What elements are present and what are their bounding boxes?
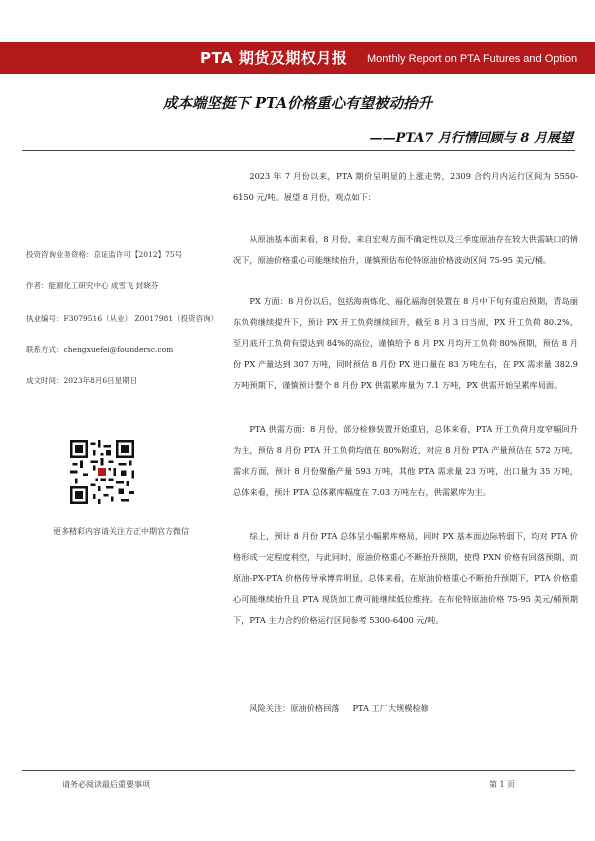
risk-paragraph xyxy=(233,656,578,740)
authors-text: 作者：能源化工研究中心 成雪飞 封晓芬 xyxy=(26,281,159,290)
qr-caption: 更多精彩内容请关注方正中期官方微信 xyxy=(53,527,189,536)
paragraph-summary: 综上，预计 8 月份 PTA 总体呈小幅累库格局，同时 PX 基本面边际转弱下，均对 PTA 价格形成一定程度利空，与此同时，原油价格重心不断抬升预期，使得 PXN 价格有回落预期，而原油-PX-PTA 价格传导承博弈明显，总体来看，在原油价格重心不断抬升预期下，PTA 价格重心可能继续抬升且 PTA 现货加工费可能继续低位维持。在布伦特原油价格 75-95 美元/桶预期下，PTA 主力合约价格运行区间参考 5300-6400 元/吨。 xyxy=(233,531,578,625)
header-title-cn: PTA 期货及期权月报 xyxy=(200,49,348,67)
crude-paragraph xyxy=(233,229,578,271)
divider-bottom xyxy=(22,770,575,771)
wechat-qr-code[interactable] xyxy=(70,440,134,504)
page-number: 第 1 页 xyxy=(489,780,516,789)
footer-disclaimer: 请务必阅读最后重要事项 xyxy=(62,780,150,789)
px-paragraph xyxy=(233,291,578,396)
header-banner xyxy=(0,42,595,74)
paragraph-intro: 2023 年 7 月份以来，PTA 期价呈明显的上涨走势，2309 合约月内运行区间为 5550-6150 元/吨。展望 8 月份，观点如下： xyxy=(233,171,578,202)
report-title: 成本端坚挺下 PTA价格重心有望被动抬升 xyxy=(162,95,433,112)
report-subtitle: ——PTA7 月行情回顾与 8 月展望 xyxy=(369,131,573,146)
summary-paragraph xyxy=(233,526,578,631)
cert-text: 执业编号：F3079516（从业） Z0017981（投资咨询） xyxy=(26,314,219,323)
license-text: 投资咨询业务资格：京证监许可【2012】75号 xyxy=(26,250,183,259)
paragraph-pta-supply: PTA 供需方面：8 月份，部分检修装置开始重启，总体来看，PTA 开工负荷月度窄幅回升为主，预估 8 月份 PTA 开工负荷均值在 80%附近，对应 8 月份 PTA 产量预估在 572 万吨，需求方面，预计 8 月份聚酯产量 593 万吨，其他 PTA 需求量 23 万吨，出口量为 35 万吨，总体来看，预计 PTA 总体累库幅度在 7.03 万吨左右，供需累库为主。 xyxy=(233,424,578,497)
divider-top xyxy=(22,150,575,151)
risk-note: 风险关注：原油价格回落 PTA 工厂大规模检修 xyxy=(249,703,429,713)
contact-text: 联系方式：chengxuefei@foundersc.com xyxy=(26,345,174,354)
paragraph-px: PX 方面：8 月份以后，包括海南炼化、福化福海创装置在 8 月中下旬有重启预期，青岛丽东负荷继续提升下，预计 PX 开工负荷继续回升，截至 8 月 3 日当周，PX 开工负荷 80.2%，至月底开工负荷有望达到 84%的高位，谨慎给予 8 月 PX 月均开工负荷 80%预期，预估 8 月份 PX 产量达到 307 万吨，同时预估 8 月份 PX 进口量在 83 万吨左右，在 PX 需求量 382.9 万吨预期下，谨慎预计整个 8 月份 PX 供需累库量为 7.1 万吨，PX 供需开始呈累库局面。 xyxy=(233,296,578,390)
paragraph-crude-oil: 从原油基本面来看，8 月份，来自宏观方面不确定性以及三季度原油存在较大供需缺口的情况下，原油价格重心可能继续抬升，谨慎预估布伦特原油价格波动区间 75-95 美元/桶。 xyxy=(233,234,578,265)
intro-paragraph xyxy=(233,166,578,208)
header-title-en: Monthly Report on PTA Futures and Option xyxy=(367,53,578,65)
pta-paragraph xyxy=(233,419,578,503)
date-text: 成文时间：2023年8月6日星期日 xyxy=(26,376,138,385)
